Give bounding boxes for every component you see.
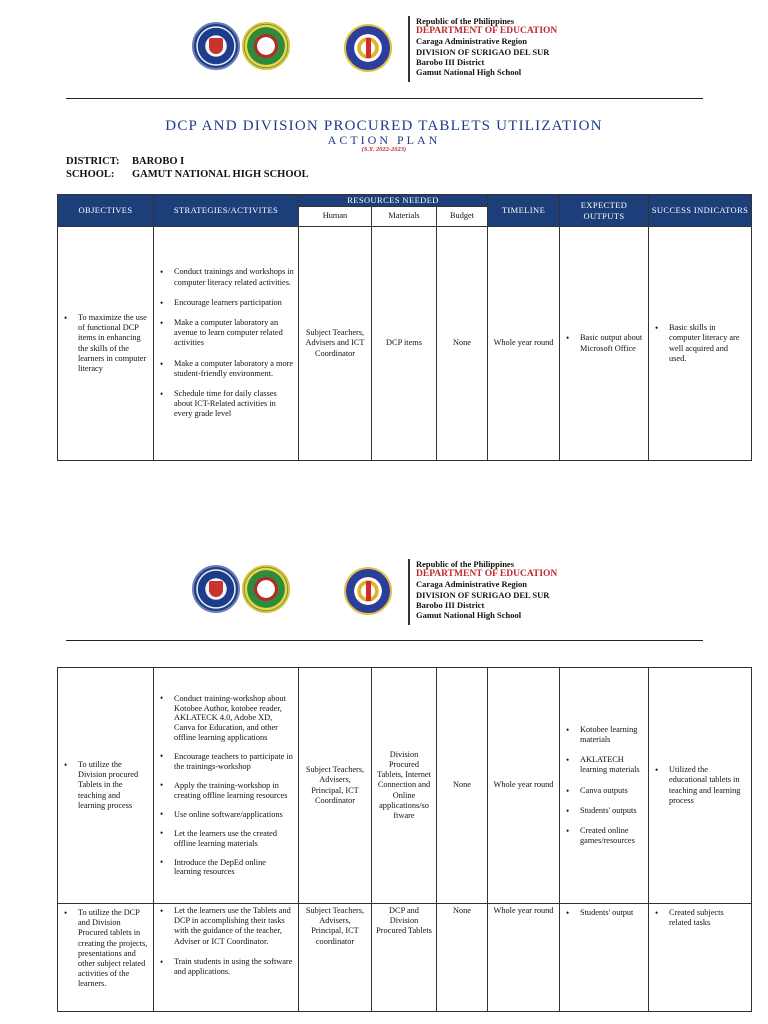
objective-cell (58, 227, 154, 461)
deped-seal-icon (192, 22, 240, 70)
list-item: • Canva outputs (560, 786, 644, 796)
list-item: • Students' outputs (560, 806, 644, 816)
indicators-cell (649, 668, 752, 904)
header-objectives: OBJECTIVES (58, 195, 154, 227)
strategies-cell (154, 904, 299, 1012)
school-seal-icon (344, 567, 392, 615)
district-line (66, 156, 184, 167)
republic-text: Republic of the Philippines (416, 559, 515, 569)
objective-cell (58, 668, 154, 904)
deped-seal-icon (192, 565, 240, 613)
budget-cell: None (437, 227, 488, 461)
list-item: • Basic skills in computer literacy are well acquired and used. (649, 323, 747, 364)
school-value: GAMUT NATIONAL HIGH SCHOOL (132, 169, 309, 180)
list-item: • AKLATECH learning materials (560, 755, 644, 775)
materials-cell: DCP items (372, 227, 437, 461)
list-item: • Let the learners use the Tablets and DCP in accomplishing their tasks with the guidance of the teacher, Adviser or ICT Coordinator. (154, 906, 294, 947)
letterhead-address (416, 559, 557, 620)
republic-text: Republic of the Philippines (416, 16, 515, 26)
school-year: (S.Y. 2022-2023) (361, 146, 407, 153)
list-item: • To utilize the DCP and Division Procured tablets in creating the projects, presentations and other subject related activities of the learners. (58, 908, 149, 990)
timeline-cell: Whole year round (488, 668, 560, 904)
table-row (58, 904, 752, 1012)
list-item: • Created subjects related tasks (649, 908, 747, 928)
timeline-cell: Whole year round (488, 227, 560, 461)
table-row (58, 227, 752, 461)
table-row (58, 668, 752, 904)
header-materials: Materials (372, 207, 437, 227)
materials-cell: Division Procured Tablets, Internet Connection and Online applications/so ftware (372, 668, 437, 904)
department-text: DEPARTMENT OF EDUCATION (416, 26, 558, 37)
letterhead-address (416, 16, 557, 77)
outputs-cell (560, 668, 649, 904)
school-text: Gamut National High School (416, 610, 522, 621)
header-divider (408, 559, 410, 625)
human-cell: Subject Teachers, Advisers, Principal, ICT coordinator (299, 904, 372, 1012)
list-item: • Make a computer laboratory an avenue to learn computer related activities (154, 318, 294, 349)
header-rule (66, 98, 703, 99)
timeline-cell: Whole year round (488, 904, 560, 1012)
header-budget: Budget (437, 207, 488, 227)
school-text: Gamut National High School (416, 67, 522, 78)
indicators-cell (649, 904, 752, 1012)
header-rule (66, 640, 703, 641)
list-item: • To maximize the use of functional DCP items in enhancing the skills of the learners in computer literacy (58, 313, 149, 374)
list-item: • Train students in using the software and applications. (154, 957, 294, 977)
outputs-cell (560, 227, 649, 461)
header-human: Human (299, 207, 372, 227)
objective-cell (58, 904, 154, 1012)
budget-cell: None (437, 668, 488, 904)
department-text: DEPARTMENT OF EDUCATION (416, 569, 558, 580)
list-item: • Encourage teachers to participate in the trainings-workshop (154, 752, 294, 772)
division-text: DIVISION OF SURIGAO DEL SUR (416, 589, 550, 600)
strategies-cell (154, 668, 299, 904)
human-cell: Subject Teachers, Advisers, Principal, ICT Coordinator (299, 668, 372, 904)
materials-cell: DCP and Division Procured Tablets (372, 904, 437, 1012)
region-text: Caraga Administrative Region (416, 579, 527, 590)
list-item: • Students' output (560, 908, 644, 918)
header-outputs: EXPECTED OUTPUTS (560, 195, 649, 227)
district-text: Barobo III District (416, 599, 485, 610)
page-title: DCP AND DIVISION PROCURED TABLETS UTILIZATION (165, 118, 603, 134)
list-item: • To utilize the Division procured Tablets in the teaching and learning process (58, 760, 149, 811)
strategies-cell (154, 227, 299, 461)
list-item: • Use online software/applications (154, 810, 294, 820)
action-plan-table-continued (57, 667, 752, 1012)
page-subtitle: ACTION PLAN (327, 133, 441, 147)
district-text: Barobo III District (416, 56, 485, 67)
letterhead (0, 14, 768, 94)
indicators-cell (649, 227, 752, 461)
school-seal-icon (344, 24, 392, 72)
header-resources: RESOURCES NEEDED (299, 195, 488, 207)
region-text: Caraga Administrative Region (416, 36, 527, 47)
action-plan-table (57, 194, 752, 461)
outputs-cell (560, 904, 649, 1012)
header-strategies: STRATEGIES/ACTIVITES (154, 195, 299, 227)
header-timeline: TIMELINE (488, 195, 560, 227)
header-indicators: SUCCESS INDICATORS (649, 195, 752, 227)
list-item: • Utilized the educational tablets in teaching and learning process (649, 765, 747, 806)
school-line (66, 169, 309, 180)
division-text: DIVISION OF SURIGAO DEL SUR (416, 46, 550, 57)
school-label: SCHOOL: (66, 169, 115, 180)
list-item: • Apply the training-workshop in creating offline learning resources (154, 781, 294, 801)
district-label: DISTRICT: (66, 156, 120, 167)
human-cell: Subject Teachers, Advisers and ICT Coordinator (299, 227, 372, 461)
list-item: • Conduct training-workshop about Kotobee Author, kotobee reader, AKLATECK 4.0, Adobe XD, Canva for Education, and other offline learning applications (154, 694, 294, 744)
list-item: • Kotobee learning materials (560, 725, 644, 745)
list-item: • Basic output about Microsoft Office (560, 333, 644, 353)
list-item: • Let the learners use the created offline learning materials (154, 829, 294, 849)
letterhead (0, 557, 768, 637)
division-seal-icon (242, 22, 290, 70)
division-seal-icon (242, 565, 290, 613)
list-item: • Conduct trainings and workshops in computer literacy related activities. (154, 267, 294, 287)
list-item: • Introduce the DepEd online learning resources (154, 858, 294, 878)
list-item: • Make a computer laboratory a more student-friendly environment. (154, 359, 294, 379)
budget-cell: None (437, 904, 488, 1012)
header-divider (408, 16, 410, 82)
list-item: • Created online games/resources (560, 826, 644, 846)
district-value: BAROBO I (132, 156, 185, 167)
list-item: • Encourage learners participation (154, 298, 294, 308)
list-item: • Schedule time for daily classes about ICT-Related activities in every grade level (154, 389, 294, 420)
table-header-row (58, 195, 752, 207)
